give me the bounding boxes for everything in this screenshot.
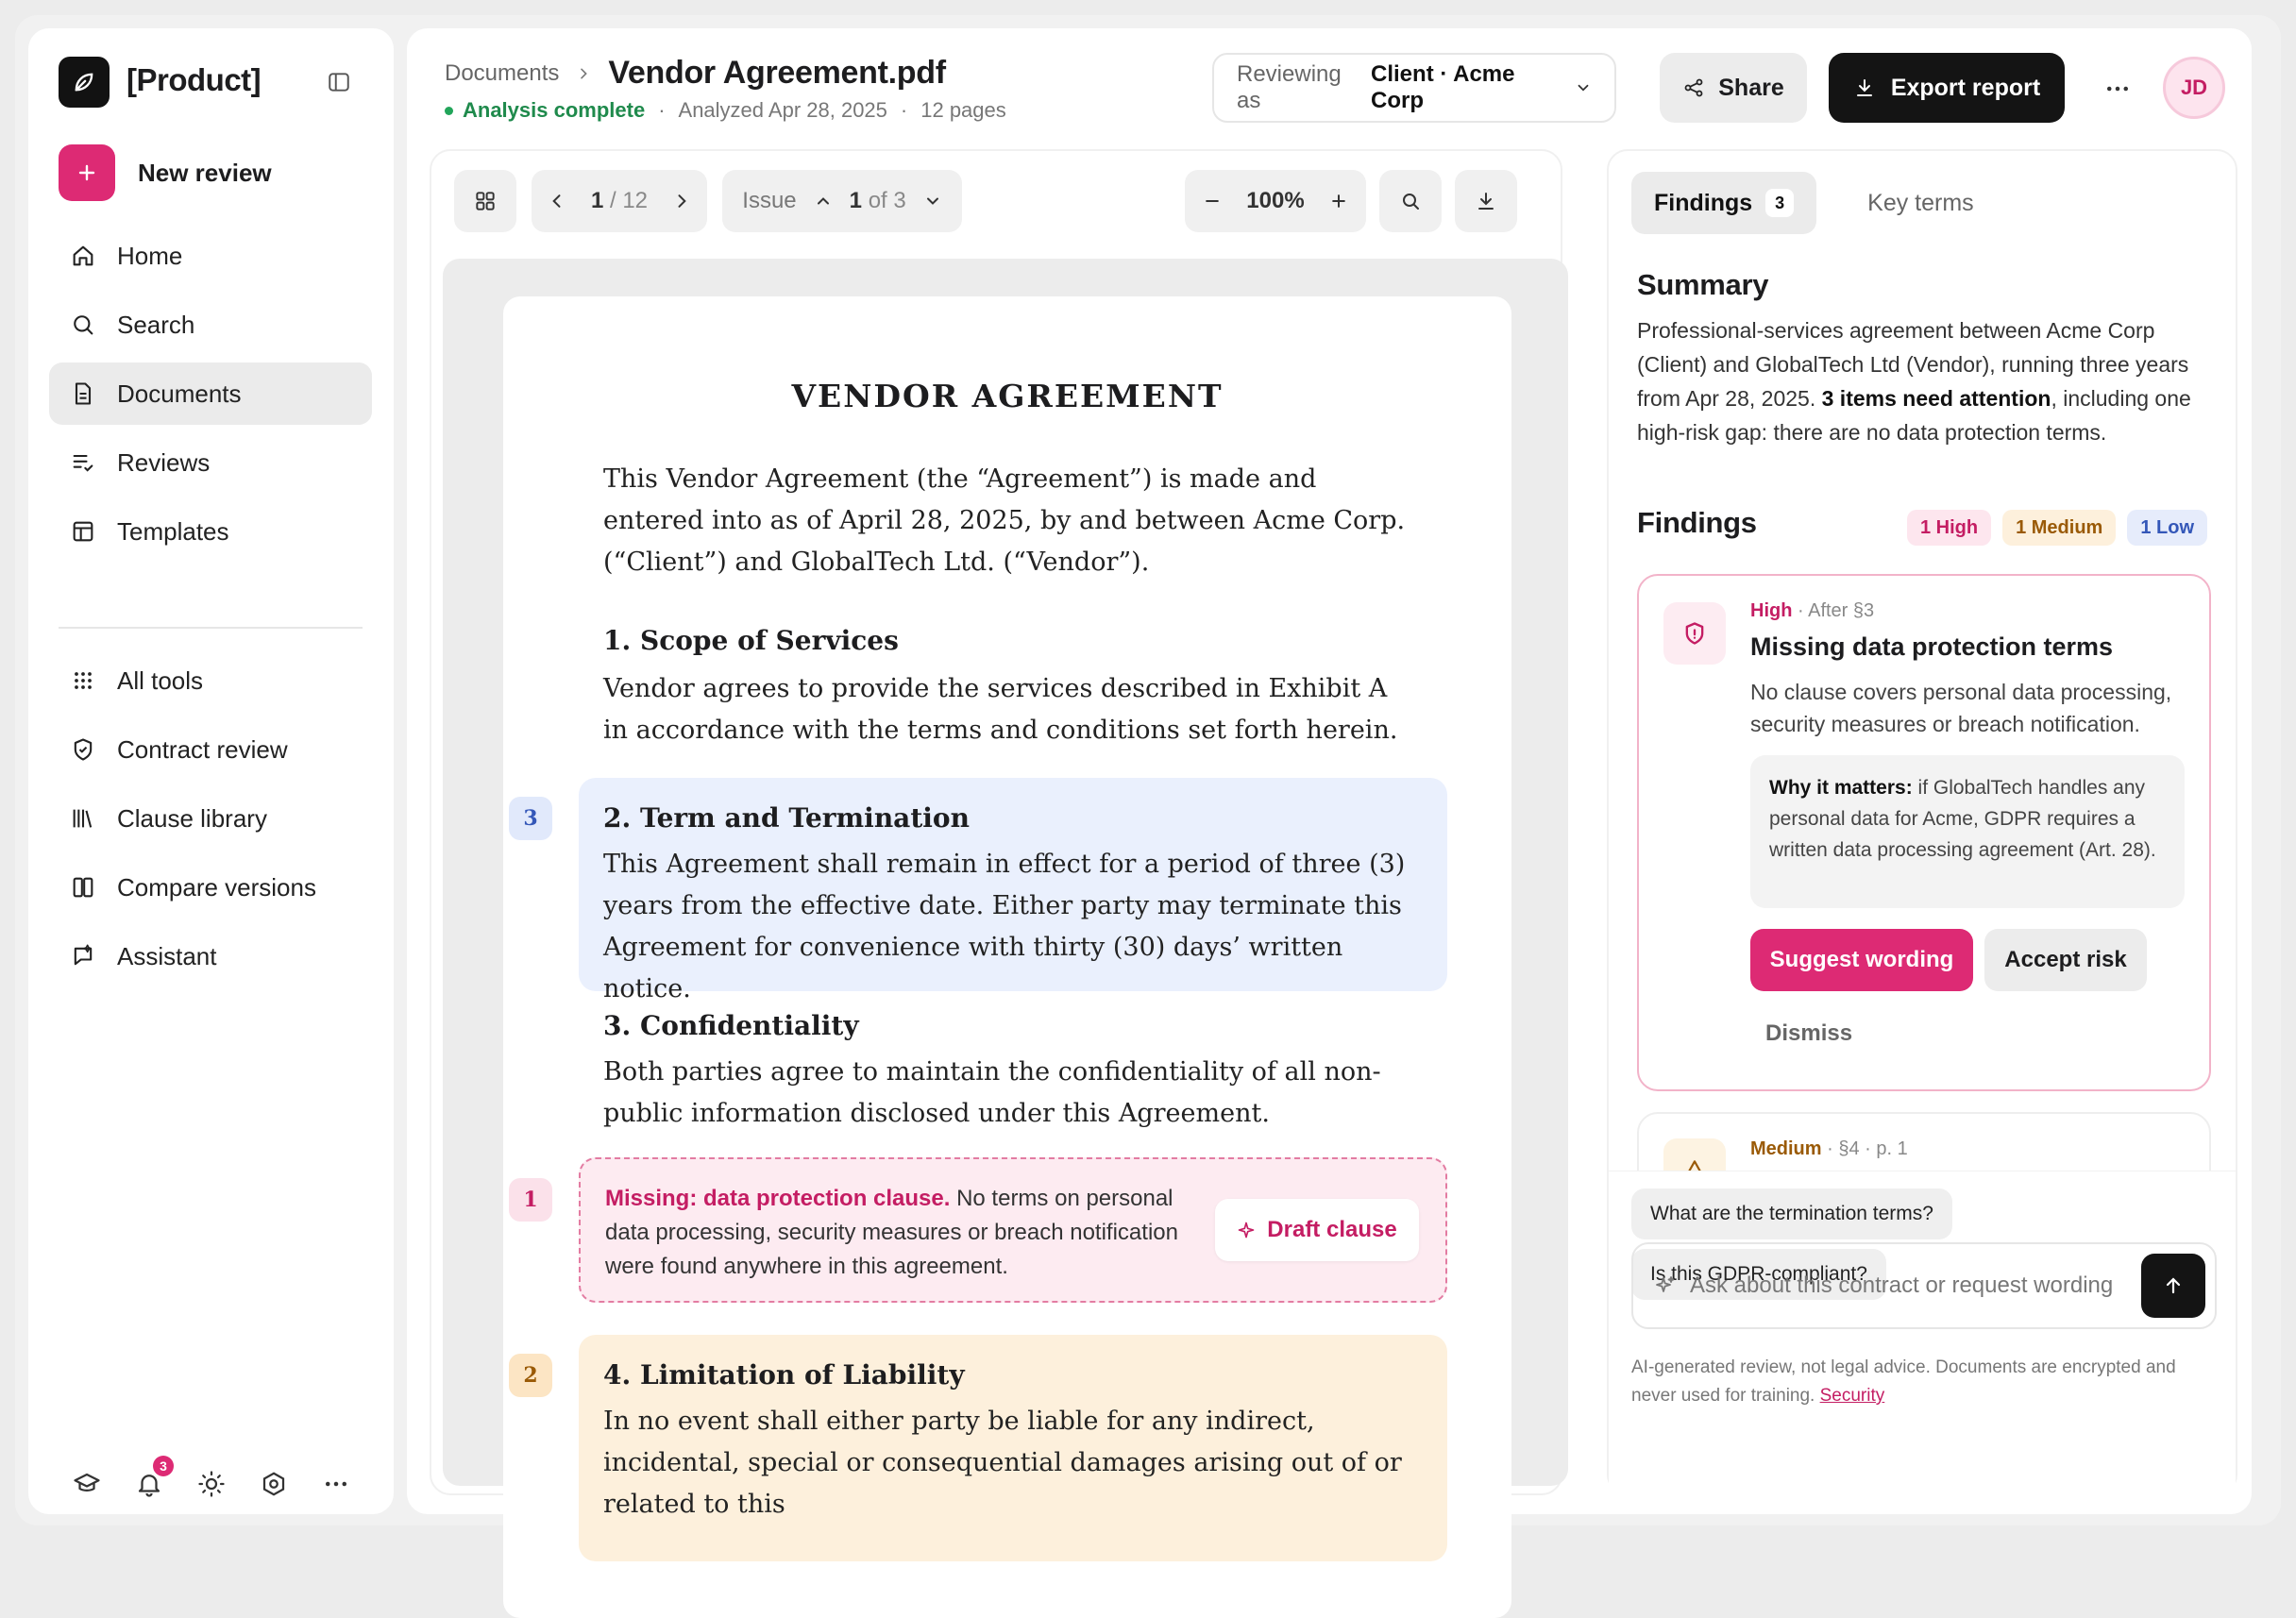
finding-meta <box>1750 600 1874 622</box>
search-icon <box>70 312 96 338</box>
meta-separator: · <box>658 98 666 122</box>
security-link[interactable]: Security <box>1819 1386 1885 1406</box>
assistant-composer <box>1609 1171 2236 1497</box>
share-label: Share <box>1718 74 1784 101</box>
shield-check-icon <box>70 736 96 763</box>
nav-label: Assistant <box>117 941 217 970</box>
issue-marker-2[interactable]: 2 <box>509 1354 552 1397</box>
sidebar <box>28 28 394 1514</box>
main-content <box>407 28 2252 1519</box>
disclaimer-text <box>1631 1354 2217 1410</box>
highlight-limitation-liability[interactable] <box>579 1335 1447 1561</box>
more-horizontal-icon[interactable] <box>319 1467 353 1501</box>
analysis-status: Analysis complete <box>445 98 645 123</box>
settings-gear-icon[interactable] <box>257 1467 291 1501</box>
collapse-sidebar-icon[interactable] <box>323 66 355 98</box>
next-issue-icon[interactable] <box>923 192 942 211</box>
disclaimer-body: AI-generated review, not legal advice. Documents are encrypted and never used for training. <box>1631 1357 2176 1406</box>
sidebar-footer-tools <box>70 1458 353 1501</box>
page-title: Vendor Agreement.pdf <box>608 55 946 91</box>
more-options-icon[interactable] <box>2099 70 2136 108</box>
document-title: VENDOR AGREEMENT <box>791 378 1224 414</box>
nav-item-all-tools[interactable] <box>49 649 372 712</box>
missing-clause-body: No terms on personal data processing, security measures or breach notification were found anywhere in this agreement. <box>605 1186 1178 1279</box>
section-heading: 4. Limitation of Liability <box>603 1359 965 1390</box>
zoom-control <box>1185 170 1366 232</box>
columns-icon <box>70 874 96 901</box>
summary-part: , including one high-risk gap: there are no data protection terms. <box>1637 386 2191 445</box>
finding-meta <box>1750 1138 1908 1160</box>
suggested-question-chip[interactable]: Is this GDPR-compliant? <box>1631 1249 1886 1300</box>
issue-current: 1 <box>849 188 863 213</box>
tab-label: Key terms <box>1867 189 1974 216</box>
chat-icon <box>70 943 96 969</box>
section-heading: 3. Confidentiality <box>603 1010 859 1041</box>
thumbnails-grid-icon[interactable] <box>454 170 516 232</box>
brand-name: [Product] <box>127 62 262 97</box>
ask-input-container <box>1631 1242 2217 1329</box>
nav-label: Documents <box>117 379 242 408</box>
document-viewer <box>430 149 1562 1519</box>
finding-severity: Medium <box>1750 1138 1822 1159</box>
reviewing-label: Reviewing as <box>1237 61 1342 113</box>
missing-clause-title: Missing: data protection clause. <box>605 1186 951 1211</box>
summary-part: Professional-services agreement between Acme Corp (Client) and GlobalTech Ltd (Vendor), running three years from Apr 28, 2025. <box>1637 318 2189 411</box>
finding-location: · After §3 <box>1792 600 1875 621</box>
why-it-matters-box <box>1750 755 2185 908</box>
export-report-button[interactable] <box>1829 53 2065 123</box>
nav-label: Contract review <box>117 734 288 764</box>
document-header <box>407 28 2252 160</box>
chevron-down-icon <box>1575 79 1592 96</box>
why-label: Why it matters: <box>1769 777 1913 799</box>
list-check-icon <box>70 449 96 476</box>
arrow-up-icon <box>2162 1274 2185 1297</box>
issue-navigator <box>722 170 962 232</box>
library-icon <box>70 805 96 832</box>
page-total: / 12 <box>610 188 649 213</box>
new-review-button[interactable] <box>59 143 272 202</box>
export-label: Export report <box>1890 74 2041 101</box>
accept-risk-button[interactable]: Accept risk <box>1984 929 2147 991</box>
ask-input[interactable] <box>1690 1272 2124 1299</box>
home-icon <box>70 243 96 269</box>
download-pdf-icon[interactable] <box>1455 170 1517 232</box>
nav-label: Clause library <box>117 803 267 833</box>
meta-separator: · <box>900 98 908 122</box>
finding-title: Missing data protection terms <box>1750 632 2114 661</box>
zoom-out-icon[interactable] <box>1203 192 1222 211</box>
finding-description: No clause covers personal data processing, security measures or breach notification. <box>1750 680 2172 736</box>
why-text: if GlobalTech handles any personal data for Acme, GDPR requires a written data processing agreement (Art. 28). <box>1769 777 2156 861</box>
zoom-in-icon[interactable] <box>1329 192 1348 211</box>
share-icon <box>1682 76 1705 99</box>
issue-marker-1[interactable]: 1 <box>509 1178 552 1222</box>
reviewing-value: Client · Acme Corp <box>1371 61 1515 113</box>
document-icon <box>70 380 96 407</box>
nav-item-contract-review[interactable] <box>49 718 372 781</box>
nav-label: Home <box>117 241 183 270</box>
notification-count-badge: 3 <box>153 1456 174 1476</box>
nav-label: Templates <box>117 516 229 546</box>
plus-icon <box>59 144 115 201</box>
finding-location: · §4 · p. 1 <box>1821 1138 1908 1159</box>
send-button[interactable] <box>2141 1254 2205 1318</box>
download-icon <box>1853 76 1876 99</box>
section-heading: 1. Scope of Services <box>603 625 899 656</box>
draft-clause-button[interactable] <box>1215 1199 1419 1261</box>
reviewing-as-dropdown[interactable] <box>1212 53 1616 123</box>
find-search-icon[interactable] <box>1379 170 1442 232</box>
nav-label: Compare versions <box>117 872 316 902</box>
user-avatar[interactable]: JD <box>2163 57 2225 119</box>
learn-icon[interactable] <box>70 1467 104 1501</box>
section-body: This Agreement shall remain in effect for a period of three (3) years from the effective date. Either party may terminate this Agreement for convenience with thirty (30) days’ written notice. <box>603 850 1406 1003</box>
tab-key-terms[interactable] <box>1845 172 1997 234</box>
issue-marker-3[interactable]: 3 <box>509 797 552 840</box>
new-review-label: New review <box>138 158 272 187</box>
product-logo[interactable] <box>59 57 110 108</box>
filter-low-pill[interactable]: 1 Low <box>2127 510 2207 546</box>
notifications-bell-icon[interactable] <box>132 1458 167 1501</box>
page-count: 12 pages <box>920 98 1006 122</box>
section-body: Both parties agree to maintain the confidentiality of all non-public information disclosed under this Agreement. <box>603 1057 1381 1128</box>
dismiss-button[interactable]: Dismiss <box>1765 1020 1853 1046</box>
summary-emphasis: 3 items need attention <box>1821 386 2051 411</box>
intro-paragraph: This Vendor Agreement (the “Agreement”) is made and entered into as of April 28, 2025, by and between Acme Corp. (“Client”) and GlobalTech Ltd. (“Vendor”). <box>603 464 1406 577</box>
template-icon <box>70 518 96 545</box>
filter-medium-pill[interactable]: 1 Medium <box>2002 510 2116 546</box>
grid-dots-icon <box>70 667 96 694</box>
section-body: In no event shall either party be liable for any indirect, incidental, special or consequential damages arising out of or related to this <box>603 1407 1402 1519</box>
nav-item-compare-versions[interactable] <box>49 856 372 919</box>
nav-label: Reviews <box>117 447 211 477</box>
filter-high-pill[interactable]: 1 High <box>1907 510 1991 546</box>
section-body: Vendor agrees to provide the services described in Exhibit A in accordance with the terms and conditions set forth herein. <box>603 674 1398 745</box>
next-page-icon[interactable] <box>672 192 691 211</box>
issue-total: of 3 <box>868 188 906 213</box>
missing-clause-text <box>605 1182 1190 1284</box>
nav-item-assistant[interactable] <box>49 925 372 987</box>
analyzed-date: Analyzed Apr 28, 2025 <box>678 98 887 122</box>
page-indicator <box>591 188 648 214</box>
finding-severity: High <box>1750 600 1793 621</box>
finding-card-high[interactable] <box>1637 574 2211 1091</box>
tab-label: Findings <box>1654 189 1753 216</box>
nav-item-clause-library[interactable] <box>49 787 372 850</box>
sparkle-icon <box>1654 1274 1677 1297</box>
findings-panel <box>1607 149 2237 1495</box>
nav-item-templates[interactable] <box>49 500 372 563</box>
issue-indicator <box>850 188 906 214</box>
suggested-question-chip[interactable]: What are the termination terms? <box>1631 1188 1952 1239</box>
draft-clause-label: Draft clause <box>1267 1217 1397 1242</box>
breadcrumb <box>445 55 946 92</box>
chevron-right-icon <box>576 66 591 81</box>
severity-filters <box>1907 510 2207 546</box>
nav-item-reviews[interactable] <box>49 431 372 494</box>
tab-findings[interactable] <box>1631 172 1816 234</box>
missing-clause-callout[interactable] <box>579 1157 1447 1303</box>
prev-page-icon[interactable] <box>548 192 566 211</box>
tools-nav <box>49 649 372 994</box>
zoom-level: 100% <box>1246 188 1305 213</box>
nav-item-home[interactable] <box>49 225 372 287</box>
breadcrumb-documents-link[interactable]: Documents <box>445 59 560 86</box>
viewer-toolbar <box>431 151 1561 260</box>
document-page <box>503 296 1511 1618</box>
section-heading: 2. Term and Termination <box>603 802 970 834</box>
page-current: 1 <box>590 188 604 213</box>
summary-text <box>1637 313 2213 449</box>
summary-heading: Summary <box>1637 268 1769 301</box>
share-button[interactable] <box>1660 53 1807 123</box>
panel-tabs <box>1631 172 1997 234</box>
findings-heading: Findings <box>1637 506 1757 539</box>
issue-label: Issue <box>742 188 797 213</box>
nav-label: Search <box>117 310 195 339</box>
sidebar-divider <box>59 627 363 629</box>
sparkle-icon <box>1237 1221 1256 1239</box>
nav-label: All tools <box>117 666 204 695</box>
document-canvas <box>443 259 1568 1519</box>
shield-alert-icon <box>1663 602 1726 665</box>
nav-item-documents[interactable] <box>49 362 372 425</box>
suggest-wording-button[interactable]: Suggest wording <box>1750 929 1973 991</box>
page-navigator <box>532 170 707 232</box>
document-meta <box>445 98 1006 123</box>
findings-count-badge: 3 <box>1765 189 1794 217</box>
highlight-term-termination[interactable] <box>579 778 1447 1003</box>
nav-item-search[interactable] <box>49 294 372 356</box>
theme-sun-icon[interactable] <box>194 1467 228 1501</box>
prev-issue-icon[interactable] <box>814 192 833 211</box>
main-nav <box>49 225 372 569</box>
